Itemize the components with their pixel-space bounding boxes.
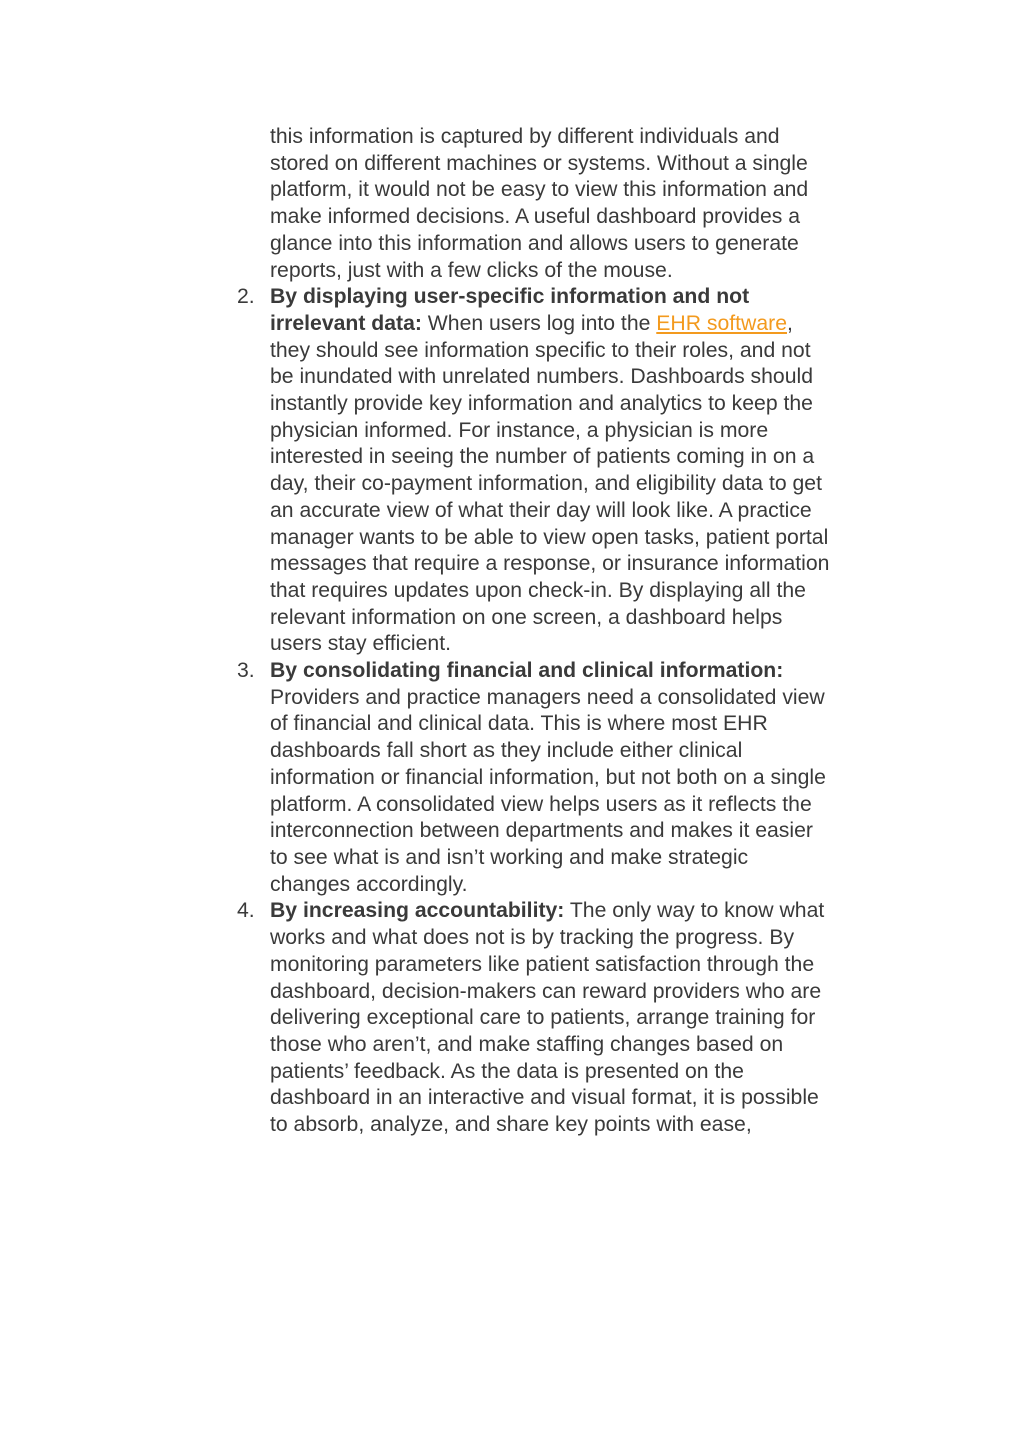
list-item-2: [237, 284, 830, 658]
list-item-text: The only way to know what works and what does not is by tracking the progress. By monitoring parameters like patient satisfaction through the dashboard, decision-makers can reward providers who are delivering exceptional care to patients, arrange training for those who aren’t, and make staffing changes based on patients’ feedback. As the data is presented on the dashboard in an interactive and visual format, it is possible to absorb, analyze, and share key points with ease,: [270, 899, 825, 1137]
list-item-text: Providers and practice managers need a consolidated view of financial and clinical data. This is where most EHR dashboards fall short as they include either clinical information or financial information, but not both on a single platform. A consolidated view helps users as it reflects the interconnection between departments and makes it easier to see what is and isn’t working and make strategic changes accordingly.: [270, 685, 826, 896]
list-item-lead: By consolidating financial and clinical information:: [270, 659, 784, 683]
document-body: [237, 124, 830, 1139]
list-number: 3.: [237, 659, 255, 683]
ehr-software-link[interactable]: EHR software: [656, 311, 787, 335]
list-item-lead: By increasing accountability:: [270, 899, 565, 923]
numbered-list: [237, 284, 830, 1139]
list-number: 4.: [237, 899, 255, 923]
list-number: 2.: [237, 285, 255, 309]
list-item-3: [237, 658, 830, 898]
list-item-4: [237, 898, 830, 1138]
continuation-paragraph: this information is captured by different individuals and stored on different machines or systems. Without a single platform, it would not be easy to view this information and make informed decisions. A useful dashboard provides a glance into this information and allows users to generate reports, just with a few clicks of the mouse.: [270, 125, 809, 282]
list-item-text: , they should see information specific to their roles, and not be inundated with unrelated numbers. Dashboards should instantly provide key information and analytics to keep the physician informed. For instance, a physician is more interested in seeing the number of patients coming in on a day, their co-payment information, and eligibility data to get an accurate view of what their day will look like. A practice manager wants to be able to view open tasks, patient portal messages that require a response, or insurance information that requires updates upon check-in. By displaying all the relevant information on one screen, a dashboard helps users stay efficient.: [270, 311, 830, 656]
list-item-lead: By displaying user-specific information and not irrelevant data:: [270, 285, 750, 335]
list-item-text: When users log into the: [421, 311, 657, 335]
